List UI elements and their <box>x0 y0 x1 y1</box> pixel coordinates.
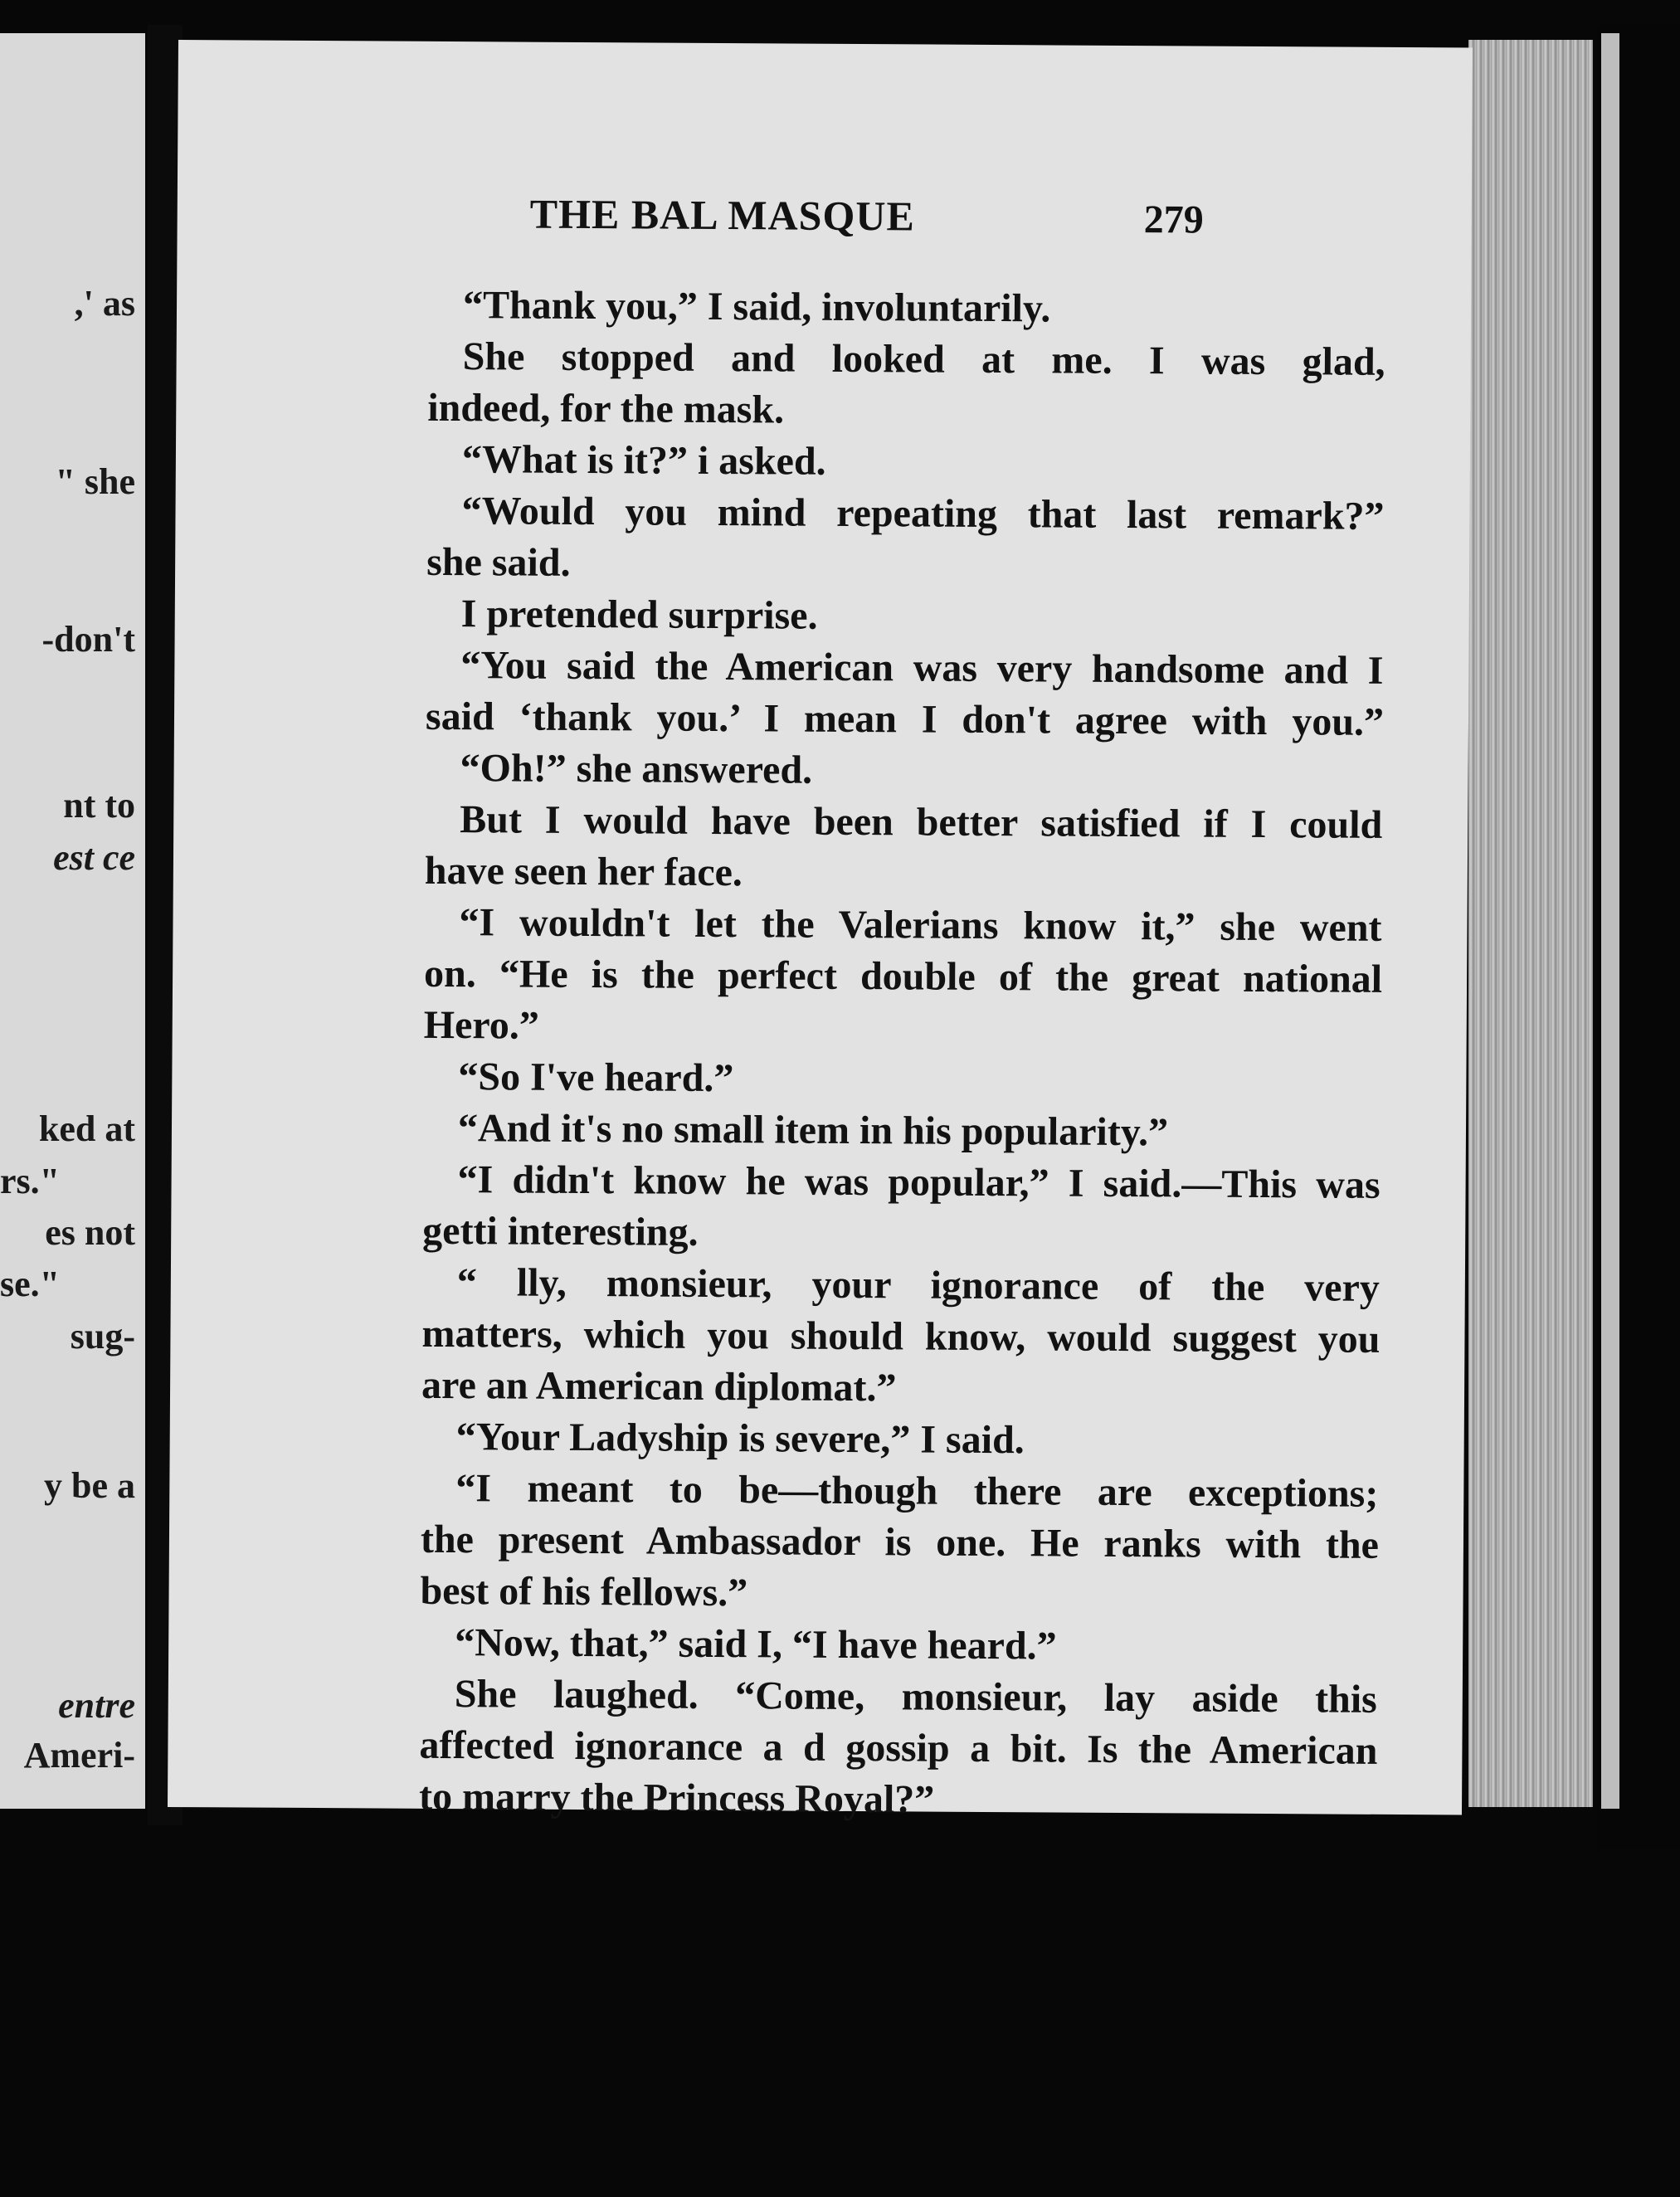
text-line: said ‘thank you.’ I mean I don't agree with you.” <box>425 694 1385 744</box>
left-page-fragment: nt to <box>63 785 135 826</box>
text-line: “And it's no small item in his popularity.” <box>457 1106 1169 1155</box>
left-page-fragment: ked at <box>38 1108 135 1149</box>
text-line: “Oh!” she answered. <box>460 746 813 792</box>
text-line: I pretended surprise. <box>460 592 818 638</box>
text-line: have seen her face. <box>424 848 743 895</box>
text-line: “You said the American was very handsome and I <box>460 643 1384 693</box>
text-line: “I meant to be—though there are exceptions; <box>455 1466 1379 1516</box>
running-header: THE BAL MASQUE <box>529 190 915 240</box>
text-line: the present Ambassador is one. He ranks with the <box>420 1517 1380 1567</box>
text-line: “Would you mind repeating that last remark?” <box>461 489 1385 538</box>
text-line: on. “He is the perfect double of the great national <box>423 951 1383 1001</box>
left-page-fragment: y be a <box>44 1465 135 1506</box>
text-line: affected ignorance a d gossip a bit. Is the American <box>419 1722 1378 1773</box>
left-page-fragment: es not <box>45 1212 135 1253</box>
text-line: Hero.” <box>423 1002 539 1048</box>
page-number: 279 <box>1143 197 1204 242</box>
text-line: She laughed. “Come, monsieur, lay aside this <box>454 1672 1377 1722</box>
text-line: to marry the Princess Royal?” <box>418 1774 935 1822</box>
scan-edge-strip <box>1601 33 1619 1809</box>
text-line: “I wouldn't let the Valerians know it,” she went <box>459 900 1382 950</box>
text-line: getti interesting. <box>422 1208 699 1254</box>
left-facing-page <box>0 33 145 1809</box>
text-line: “Thank you,” I said, involuntarily. <box>462 283 1051 331</box>
left-page-fragment: se." <box>0 1264 61 1304</box>
text-line: are an American diplomat.” <box>421 1362 897 1410</box>
text-line: But I would have been better satisfied if I could <box>460 797 1383 847</box>
left-page-fragment: " she <box>55 461 135 502</box>
text-line: “So I've heard.” <box>458 1055 734 1101</box>
text-line: “Now, that,” said I, “I have heard.” <box>455 1620 1057 1668</box>
left-page-fragment: est ce <box>53 837 135 878</box>
left-page-fragment: entre <box>58 1685 135 1726</box>
text-line: indeed, for the mask. <box>427 385 785 432</box>
text-line: she said. <box>426 539 571 585</box>
left-page-fragment: ,' as <box>74 283 135 324</box>
text-line: “Your Ladyship is severe,” I said. <box>455 1415 1025 1463</box>
text-line: “ lly, monsieur, your ignorance of the very <box>456 1260 1380 1310</box>
text-line: “I didn't know he was popular,” I said.—This was <box>457 1157 1381 1207</box>
left-page-fragment: rs." <box>0 1161 61 1201</box>
text-line: She stopped and looked at me. I was glad, <box>462 334 1385 384</box>
book-page <box>168 40 1473 1822</box>
body-text <box>168 40 1473 1822</box>
left-page-fragment: sug- <box>70 1316 135 1357</box>
page-edges <box>1468 40 1593 1807</box>
text-line: best of his fellows.” <box>420 1568 748 1615</box>
left-page-fragment: -don't <box>41 619 135 660</box>
text-line: matters, which you should know, would suggest you <box>421 1311 1381 1362</box>
text-line: “What is it?” i asked. <box>461 437 826 484</box>
left-page-fragment: Ameri- <box>23 1735 135 1776</box>
